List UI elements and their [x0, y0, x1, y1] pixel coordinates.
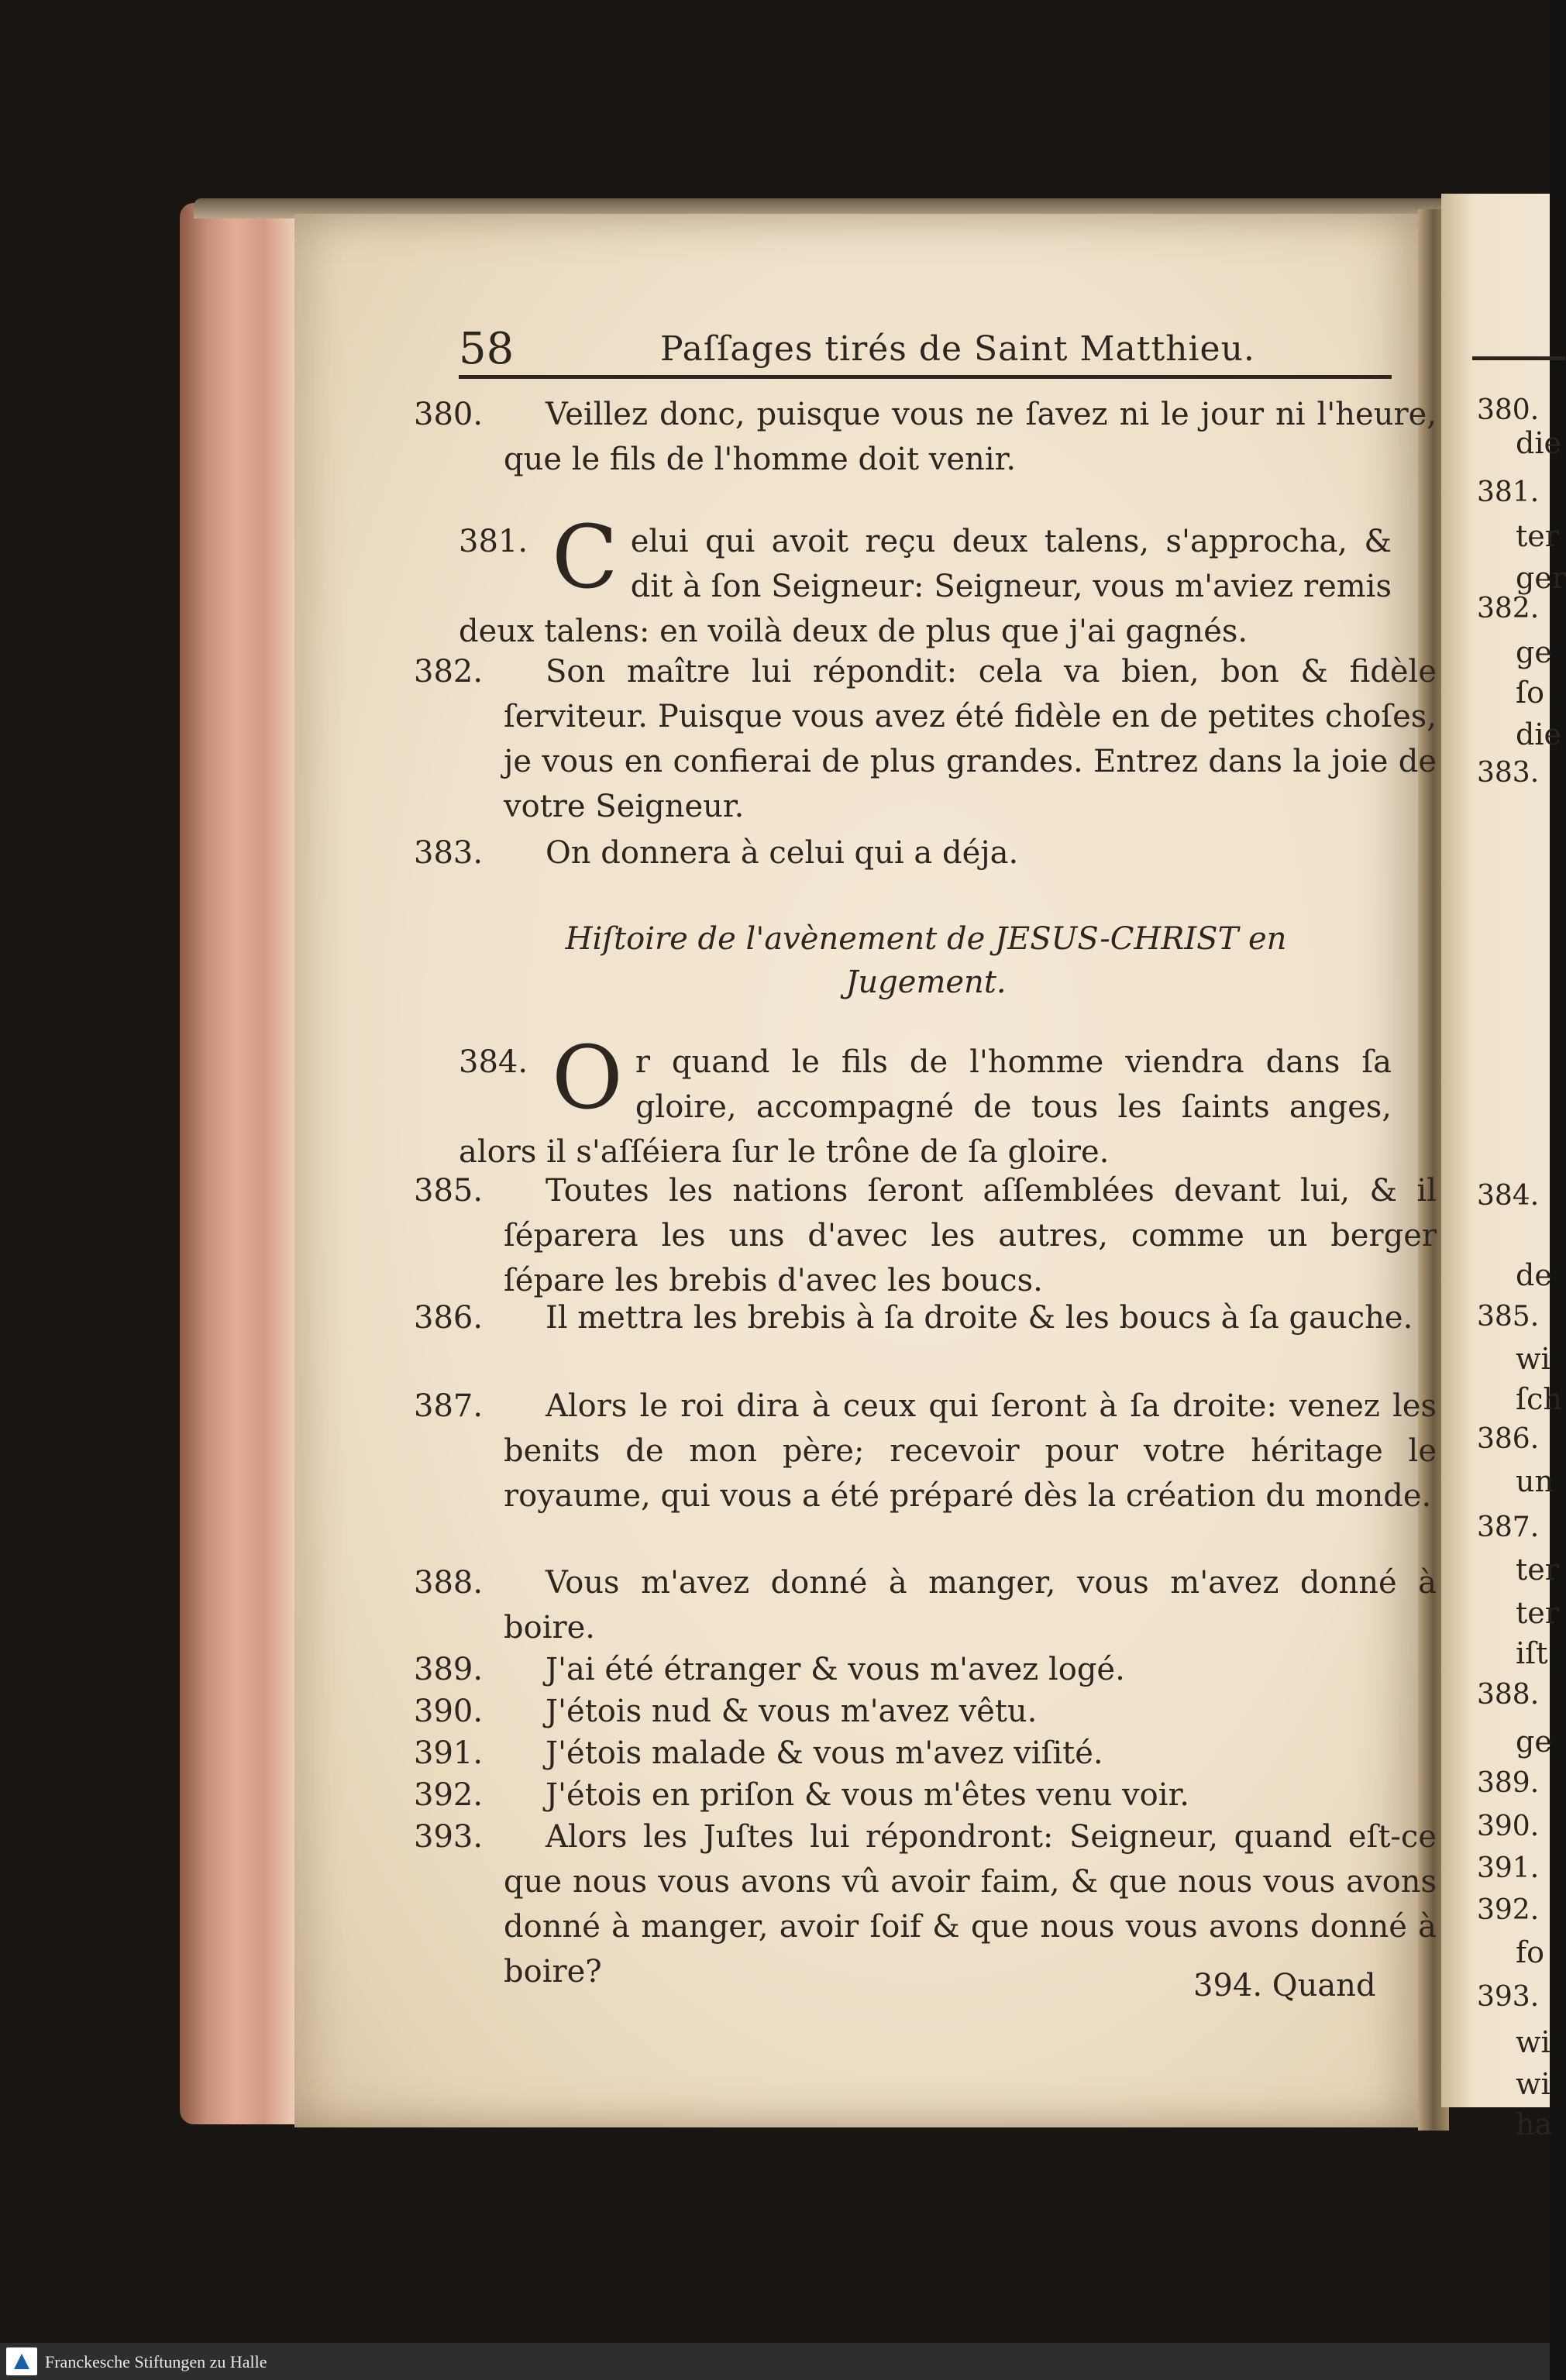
verse-388: [414, 1560, 1437, 1650]
facing-fragment: die: [1516, 426, 1561, 460]
verse-387: [414, 1384, 1437, 1518]
facing-fragment: iſt: [1516, 1636, 1548, 1670]
verse-380: [414, 392, 1437, 482]
facing-fragment: wi: [1516, 2067, 1551, 2101]
facing-verse-number: 388.: [1477, 1679, 1540, 1711]
verse-text: On donnera à celui qui a déja.: [546, 835, 1019, 871]
facing-fragment: ger: [1516, 561, 1566, 595]
verse-number: 389.: [414, 1652, 484, 1687]
verse-391: [414, 1731, 1437, 1776]
verse-text: Vous m'avez donné à manger, vous m'avez donné à boire.: [504, 1565, 1437, 1646]
verse-number: 386.: [414, 1300, 484, 1336]
verse-number: 385.: [414, 1173, 484, 1209]
verse-text: r quand le fils de l'homme viendra dans ſa gloire, accompagné de tous les ſaints anges, alors il s'aſſéiera ſur le trône de ſa gloire.: [459, 1044, 1392, 1170]
facing-verse-number: 389.: [1477, 1767, 1540, 1799]
verse-text: Toutes les nations ſeront aſſemblées devant lui, & il ſéparera les uns d'avec les autres, comme un berger ſépare les brebis d'avec les boucs.: [504, 1173, 1437, 1298]
facing-verse-number: 387.: [1477, 1512, 1540, 1543]
facing-fragment: ſo: [1516, 676, 1544, 710]
verse-number: 387.: [414, 1388, 484, 1424]
facing-fragment: fo: [1516, 1935, 1544, 1969]
facing-page-fragment: [1441, 194, 1566, 2141]
facing-fragment: die: [1516, 717, 1561, 751]
verse-number: 390.: [414, 1694, 484, 1729]
facing-fragment: wi: [1516, 1342, 1551, 1376]
verse-text: J'étois en priſon & vous m'êtes venu voir.: [546, 1777, 1189, 1813]
facing-verse-number: 393.: [1477, 1981, 1540, 2013]
verse-386: [414, 1295, 1437, 1340]
verse-number: 391.: [414, 1735, 484, 1771]
verse-text: J'étois malade & vous m'avez viſité.: [546, 1735, 1103, 1771]
facing-fragment: ter: [1516, 1553, 1559, 1587]
verse-text: J'ai été étranger & vous m'avez logé.: [546, 1652, 1125, 1687]
catchword: 394. Quand: [1193, 1968, 1376, 2003]
facing-fragment: ter: [1516, 1596, 1559, 1630]
facing-fragment: un: [1516, 1464, 1554, 1498]
facing-fragment: ſch: [1516, 1382, 1562, 1416]
verse-text: Son maître lui répondit: cela va bien, bon & fidèle ſerviteur. Puisque vous avez été fidèle en de petites choſes, je vous en confierai de plus grandes. Entrez dans la joie de votre Seigneur.: [504, 654, 1437, 824]
verse-text: Alors les Juſtes lui répondront: Seigneur, quand eſt-ce que nous vous avons vû avoir faim, & que nous vous avons donné à manger, avoir ſoif & que nous vous avons donné à boire?: [504, 1819, 1437, 1990]
verse-text: Veillez donc, puisque vous ne ſavez ni le jour ni l'heure, que le fils de l'homme doit venir.: [504, 397, 1437, 477]
facing-verse-number: 386.: [1477, 1423, 1540, 1455]
running-head: [459, 322, 1392, 377]
facing-verse-number: 381.: [1477, 476, 1540, 508]
facing-verse-number: 392.: [1477, 1894, 1540, 1926]
verse-text: Alors le roi dira à ceux qui ſeront à ſa droite: venez les benits de mon père; recevoir pour votre héritage le royaume, qui vous a été préparé dès la création du monde.: [504, 1388, 1437, 1514]
verse-text: Il mettra les brebis à ſa droite & les boucs à ſa gauche.: [546, 1300, 1413, 1336]
verse-number: 381.: [459, 524, 528, 559]
facing-head-rule: [1472, 356, 1565, 360]
head-rule: [459, 375, 1392, 379]
verse-number: 380.: [414, 397, 484, 432]
facing-verse-number: 384.: [1477, 1180, 1540, 1212]
verse-number: 393.: [414, 1819, 484, 1855]
page-number: 58: [459, 324, 515, 374]
verse-390: [414, 1689, 1437, 1734]
verse-number: 382.: [414, 654, 484, 690]
verse-text: elui qui avoit reçu deux talens, s'approcha, & dit à ſon Seigneur: Seigneur, vous m'aviez remis deux talens: en voilà deux de plus que j'ai gagnés.: [459, 524, 1392, 649]
verse-383: [414, 831, 1437, 875]
facing-verse-number: 391.: [1477, 1852, 1540, 1884]
facing-verse-number: 380.: [1477, 394, 1540, 426]
verse-number: 388.: [414, 1565, 484, 1601]
facing-fragment: de: [1516, 1258, 1552, 1292]
facing-fragment: ter: [1516, 519, 1559, 553]
facing-fragment: wi: [1516, 2025, 1551, 2059]
facing-verse-number: 382.: [1477, 593, 1540, 624]
library-name: Franckesche Stiftungen zu Halle: [45, 2352, 267, 2371]
verse-384: [459, 1028, 1392, 1175]
drop-cap-initial: O: [552, 1028, 623, 1129]
verse-number: 384.: [459, 1044, 528, 1080]
drop-cap-initial: C: [552, 507, 618, 608]
facing-fragment: ge: [1516, 635, 1552, 669]
facing-verse-number: 385.: [1477, 1301, 1540, 1333]
running-title: Paſſages tirés de Saint Matthieu.: [660, 329, 1255, 369]
verse-385: [414, 1168, 1437, 1303]
verse-392: [414, 1773, 1437, 1818]
verse-381: [459, 507, 1392, 654]
facing-fragment: ha: [1516, 2107, 1553, 2141]
verse-number: 392.: [414, 1777, 484, 1813]
library-logo-icon: [6, 2347, 37, 2375]
facing-verse-number: 383.: [1477, 757, 1540, 789]
verse-text: J'étois nud & vous m'avez vêtu.: [546, 1694, 1038, 1729]
verse-number: 383.: [414, 835, 484, 871]
verse-389: [414, 1647, 1437, 1692]
facing-verse-number: 390.: [1477, 1811, 1540, 1842]
verse-382: [414, 649, 1437, 829]
section-heading: Hiſtoire de l'avènement de JESUS-CHRIST en Jugement.: [565, 921, 1287, 1000]
facing-fragment: ge: [1516, 1725, 1552, 1759]
